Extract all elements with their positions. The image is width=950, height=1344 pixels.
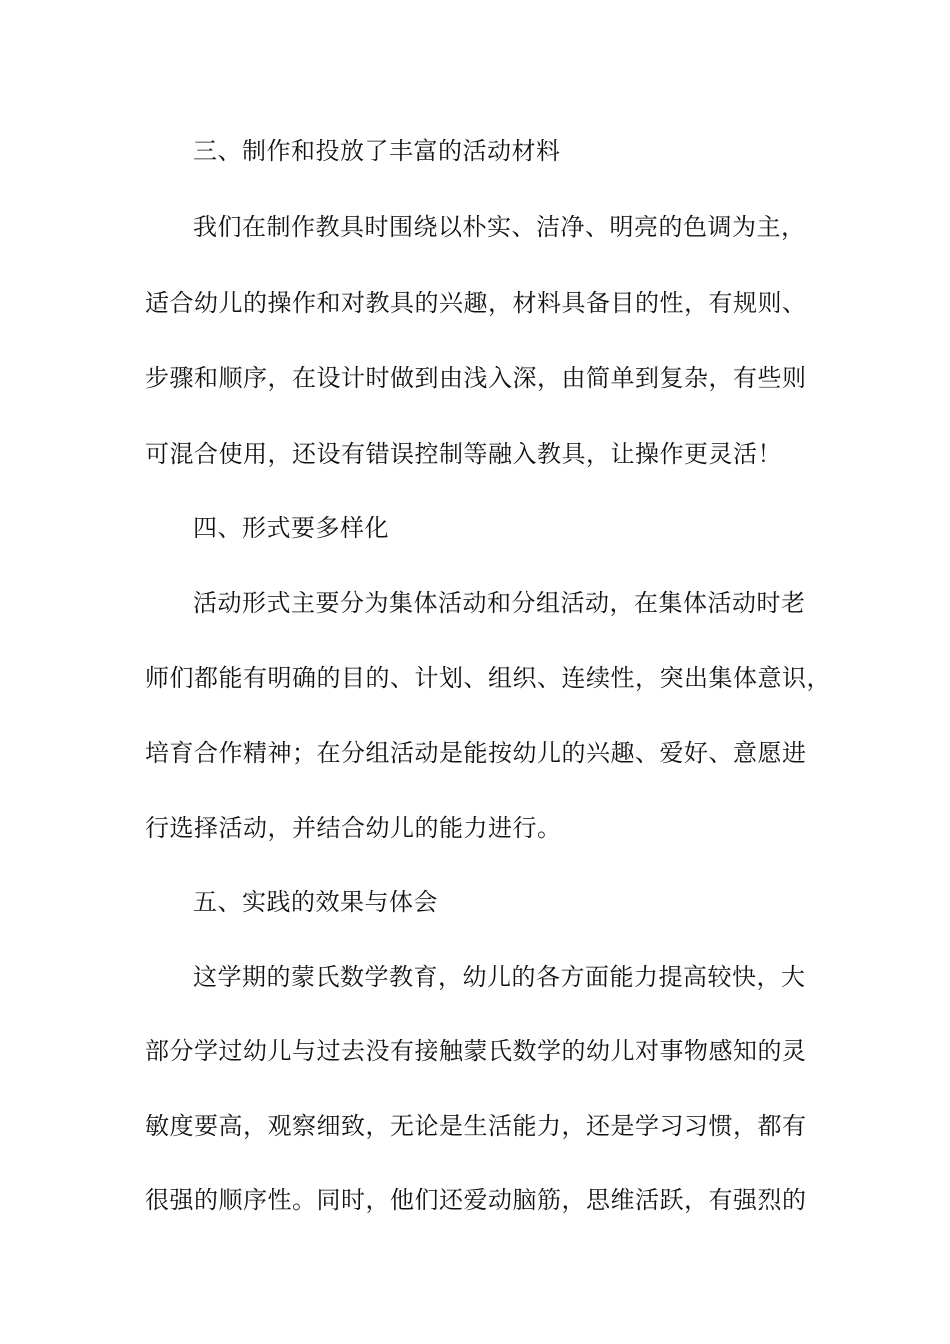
paragraph-line: 适合幼儿的操作和对教具的兴趣，材料具备目的性，有规则、 xyxy=(145,289,807,317)
paragraph-line: 这学期的蒙氏数学教育，幼儿的各方面能力提高较快，大 xyxy=(193,963,806,991)
section-heading-forms: 四、形式要多样化 xyxy=(193,514,389,542)
paragraph-line: 步骤和顺序，在设计时做到由浅入深，由简单到复杂，有些则 xyxy=(145,364,807,392)
paragraph-line: 培育合作精神；在分组活动是能按幼儿的兴趣、爱好、意愿进 xyxy=(145,739,807,767)
paragraph-line: 我们在制作教具时围绕以朴实、洁净、明亮的色调为主， xyxy=(193,213,806,241)
paragraph-line: 师们都能有明确的目的、计划、组织、连续性，突出集体意识， xyxy=(145,664,831,692)
paragraph-line: 敏度要高，观察细致，无论是生活能力，还是学习习惯，都有 xyxy=(145,1112,807,1140)
section-heading-results: 五、实践的效果与体会 xyxy=(193,888,438,916)
paragraph-line: 可混合使用，还设有错误控制等融入教具，让操作更灵活！ xyxy=(145,440,782,468)
paragraph-line: 活动形式主要分为集体活动和分组活动，在集体活动时老 xyxy=(193,589,806,617)
section-heading-materials: 三、制作和投放了丰富的活动材料 xyxy=(193,137,561,165)
paragraph-line: 部分学过幼儿与过去没有接触蒙氏数学的幼儿对事物感知的灵 xyxy=(145,1037,807,1065)
paragraph-line: 很强的顺序性。同时，他们还爱动脑筋，思维活跃，有强烈的 xyxy=(145,1186,807,1214)
paragraph-line: 行选择活动，并结合幼儿的能力进行。 xyxy=(145,814,562,842)
